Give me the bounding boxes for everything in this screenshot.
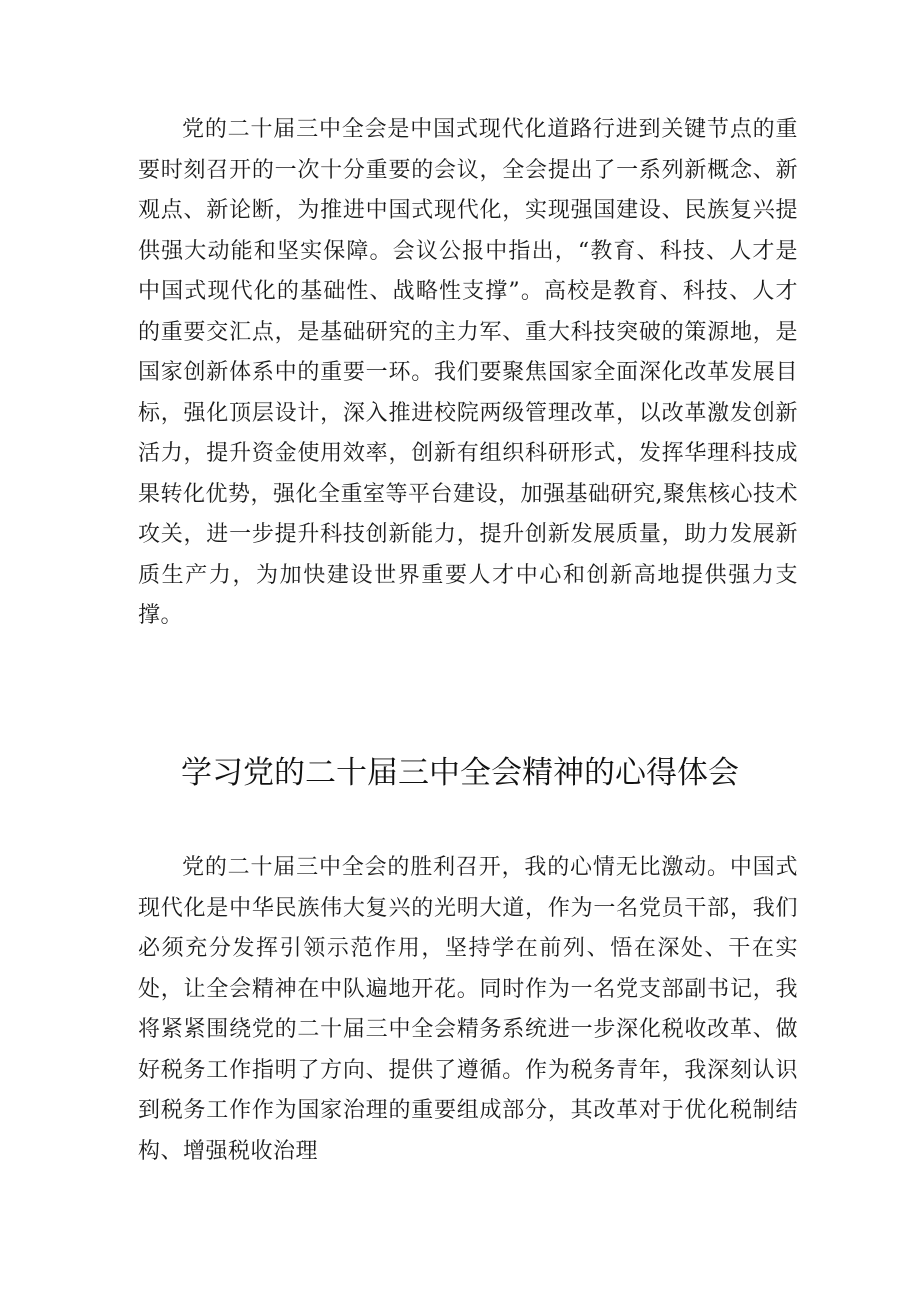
body-paragraph-2: 党的二十届三中全会的胜利召开，我的心情无比激动。中国式现代化是中华民族伟大复兴的光明大道，作为一名党员干部，我们必须充分发挥引领示范作用，坚持学在前列、悟在深处、干在实处，让全会精神在中队遍地开花。同时作为一名党支部副书记，我将紧紧围绕党的二十届三中全会精务系统进一步深化税收改革、做好税务工作指明了方向、提供了遵循。作为税务青年，我深刻认识到税务工作作为国家治理的重要组成部分，其改革对于优化税制结构、增强税收治理 xyxy=(138,855,798,1164)
section-title: 学习党的二十届三中全会精神的心得体会 xyxy=(181,755,739,791)
body-paragraph-1: 党的二十届三中全会是中国式现代化道路行进到关键节点的重要时刻召开的一次十分重要的会议，全会提出了一系列新概念、新观点、新论断，为推进中国式现代化，实现强国建设、民族复兴提供强大动能和坚实保障。会议公报中指出，“教育、科技、人才是中国式现代化的基础性、战略性支撑”。高校是教育、科技、人才的重要交汇点，是基础研究的主力军、重大科技突破的策源地，是国家创新体系中的重要一环。我们要聚焦国家全面深化改革发展目标，强化顶层设计，深入推进校院两级管理改革，以改革激发创新活力，提升资金使用效率，创新有组织科研形式，发挥华理科技成果转化优势，强化全重室等平台建设，加强基础研究,聚焦核心技术攻关，进一步提升科技创新能力，提升创新发展质量，助力发展新质生产力，为加快建设世界重要人才中心和创新高地提供强力支撑。 xyxy=(138,117,798,628)
